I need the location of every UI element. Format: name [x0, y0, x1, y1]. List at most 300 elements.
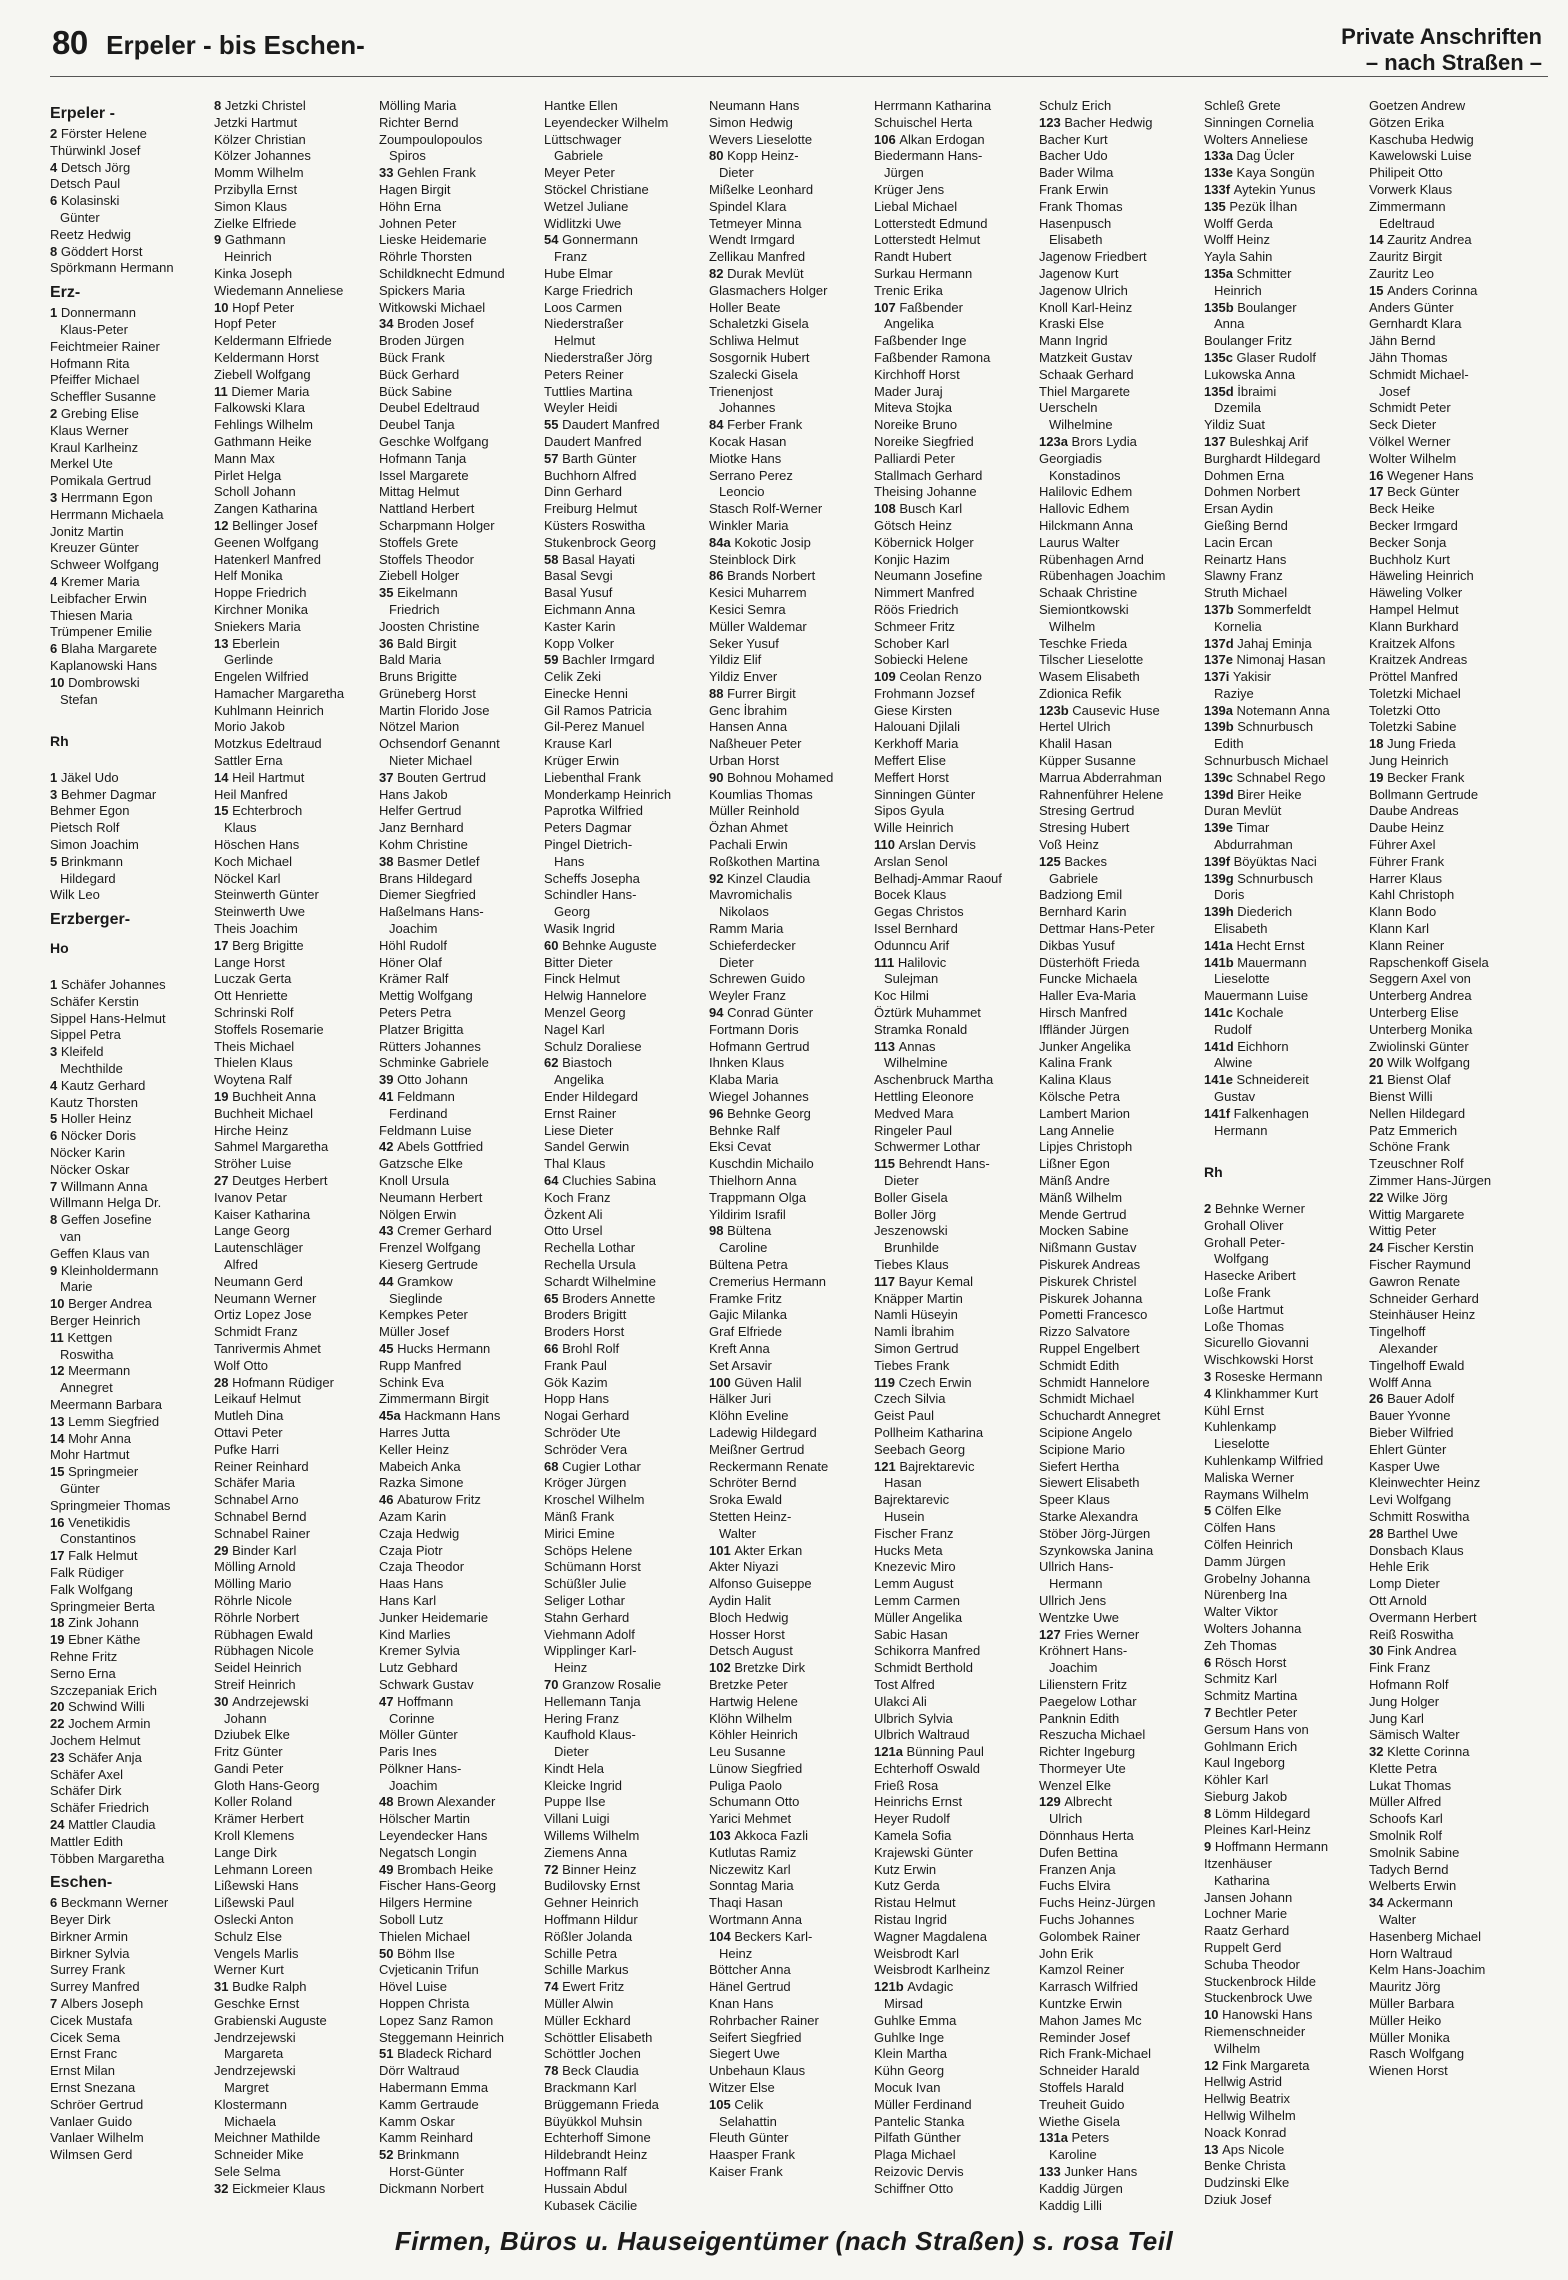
house-number: 102 — [709, 1660, 735, 1676]
house-number: 22 — [50, 1716, 69, 1732]
directory-entry: Knoll Ursula — [379, 1173, 450, 1188]
resident-name: Meermann — [68, 1363, 131, 1379]
directory-entry: Philipeit Otto — [1369, 165, 1443, 181]
directory-entry: Schrewen Guido — [709, 971, 806, 987]
directory-entry: Hofmann Gertrud — [709, 1038, 810, 1054]
resident-name: Albers Joseph — [60, 1996, 144, 2012]
house-number: 4 — [50, 573, 61, 589]
directory-entry: Peters Petra — [379, 1005, 452, 1021]
directory-entry — [1204, 300, 1364, 317]
entry-continuation: Margret — [224, 2080, 269, 2096]
resident-name: Wegener Hans — [1387, 467, 1474, 483]
entry-continuation: Sulejman — [884, 971, 939, 987]
house-number: 30 — [214, 1693, 233, 1709]
directory-entry: Sämisch Walter — [1369, 1727, 1460, 1743]
directory-entry — [379, 316, 539, 333]
directory-entry: Helf Monika — [214, 568, 283, 584]
directory-entry: Bernhard Karin — [1039, 904, 1127, 920]
directory-entry: Nötzel Marion — [379, 719, 460, 735]
directory-entry: Bitter Dieter — [544, 954, 613, 970]
directory-entry: Hoppen Christa — [379, 1996, 470, 2012]
resident-name: Buleshkaj Arif — [1229, 433, 1309, 449]
directory-entry: Mißelke Leonhard — [709, 181, 814, 197]
directory-entry: Lüttschwager — [544, 131, 622, 147]
directory-entry — [214, 98, 374, 115]
directory-entry: Dohmen Norbert — [1204, 484, 1301, 500]
house-number: 24 — [50, 1816, 69, 1832]
directory-entry: Grohall Oliver — [1204, 1217, 1284, 1233]
house-number: 88 — [709, 685, 728, 701]
directory-entry — [1204, 820, 1364, 837]
directory-entry — [50, 1330, 210, 1347]
resident-name: Basmer Detlef — [397, 853, 480, 869]
directory-entry: Yildiz Suat — [1204, 417, 1265, 433]
directory-entry: Schnabel Arno — [214, 1492, 299, 1508]
directory-entry: Benke Christa — [1204, 2158, 1286, 2174]
house-number: 37 — [379, 769, 398, 785]
directory-entry — [50, 1128, 210, 1145]
directory-entry — [709, 871, 869, 888]
directory-entry: Meermann Barbara — [50, 1396, 162, 1412]
directory-entry: Kraitzek Alfons — [1369, 635, 1455, 651]
resident-name: Peters — [1071, 2130, 1110, 2146]
directory-entry: Kamm Reinhard — [379, 2130, 473, 2146]
house-number: 17 — [214, 937, 233, 953]
house-number: 34 — [1369, 1895, 1388, 1911]
directory-entry: Basal Sevgi — [544, 568, 613, 584]
directory-entry: Kinka Joseph — [214, 265, 293, 281]
directory-entry: Kaddig Lilli — [1039, 2197, 1102, 2213]
directory-entry: Schmidt Franz — [214, 1324, 298, 1340]
directory-entry: Kraski Else — [1039, 316, 1105, 332]
house-number: 121b — [874, 1979, 908, 1995]
resident-name: Annas — [898, 1038, 936, 1054]
directory-entry: Sattler Erna — [214, 753, 283, 769]
directory-entry: Geenen Wolfgang — [214, 534, 319, 550]
directory-entry: Mohr Hartmut — [50, 1447, 130, 1463]
directory-entry: Niczewitz Karl — [709, 1861, 791, 1877]
directory-entry: Wolf Otto — [214, 1357, 268, 1373]
house-number: 1 — [50, 769, 61, 785]
directory-entry: Stresing Hubert — [1039, 820, 1130, 836]
directory-entry: Harres Jutta — [379, 1424, 450, 1440]
directory-entry: Schober Karl — [874, 635, 950, 651]
directory-entry: Ehlert Günter — [1369, 1441, 1447, 1457]
directory-entry: Neumann Werner — [214, 1290, 317, 1306]
directory-entry — [50, 1179, 210, 1196]
street-heading: Erz- — [50, 284, 81, 302]
directory-entry: Khalil Hasan — [1039, 736, 1112, 752]
directory-entry: Golombek Rainer — [1039, 1928, 1141, 1944]
directory-entry: Wiedemann Anneliese — [214, 282, 344, 298]
house-number: 141b — [1204, 954, 1238, 970]
directory-entry: Villani Luigi — [544, 1811, 610, 1827]
directory-entry — [1204, 652, 1364, 669]
directory-entry: Özkent Ali — [544, 1206, 603, 1222]
directory-entry: Ramm Maria — [709, 921, 784, 937]
resident-name: Kaya Songün — [1236, 165, 1315, 181]
resident-name: Brohl Rolf — [562, 1340, 620, 1356]
resident-name: Jahaj Eminja — [1237, 635, 1312, 651]
resident-name: Zauritz Andrea — [1387, 232, 1472, 248]
directory-entry — [379, 1408, 539, 1425]
resident-name: Beck Günter — [1387, 484, 1460, 500]
directory-entry: Krause Karl — [544, 736, 612, 752]
directory-entry: Arslan Senol — [874, 853, 948, 869]
directory-entry: Seker Yusuf — [709, 635, 779, 651]
directory-entry: Anders Günter — [1369, 299, 1454, 315]
directory-entry: Hellemann Tanja — [544, 1693, 641, 1709]
directory-entry: Sabic Hasan — [874, 1626, 948, 1642]
directory-entry: Treuheit Guido — [1039, 2096, 1125, 2112]
directory-entry: Öztürk Muhammet — [874, 1005, 981, 1021]
directory-entry: Celik Zeki — [544, 669, 602, 685]
house-number: 22 — [1369, 1189, 1388, 1205]
directory-entry: Krüger Jens — [874, 181, 945, 197]
entry-continuation: Günter — [60, 209, 100, 225]
directory-entry: Mirici Emine — [544, 1525, 615, 1541]
directory-entry: Yarici Mehmet — [709, 1811, 792, 1827]
directory-entry: Hoffmann Ralf — [544, 2164, 627, 2180]
directory-entry: Tzeuschner Rolf — [1369, 1156, 1464, 1172]
house-number: 15 — [1369, 282, 1388, 298]
directory-entry: Kutz Erwin — [874, 1861, 937, 1877]
house-number: 110 — [874, 837, 899, 853]
resident-name: Cugier Lothar — [562, 1458, 641, 1474]
directory-entry: Badziong Emil — [1039, 887, 1123, 903]
directory-entry: Kalina Klaus — [1039, 1072, 1112, 1088]
directory-entry — [709, 148, 869, 165]
directory-entry: Trümpener Emilie — [50, 624, 153, 640]
directory-entry — [50, 193, 210, 210]
directory-entry: Siegert Uwe — [709, 2046, 780, 2062]
directory-entry: Spörkmann Hermann — [50, 260, 174, 276]
resident-name: Kleifeld — [60, 1044, 104, 1060]
directory-entry — [874, 132, 1034, 149]
directory-entry: Kaschuba Hedwig — [1369, 131, 1474, 147]
directory-entry: Mölling Arnold — [214, 1559, 296, 1575]
directory-entry: Feichtmeier Rainer — [50, 338, 160, 354]
directory-entry: Kindt Hela — [544, 1760, 604, 1776]
house-number: 59 — [544, 652, 563, 668]
directory-entry: Büyükkol Muhsin — [544, 2113, 643, 2129]
house-number: 44 — [379, 1273, 398, 1289]
directory-entry: Krüger Erwin — [544, 753, 620, 769]
directory-entry: Sonntag Maria — [709, 1878, 794, 1894]
directory-entry: Speer Klaus — [1039, 1492, 1110, 1508]
directory-entry — [1204, 266, 1364, 283]
directory-entry: Keller Heinz — [379, 1441, 450, 1457]
directory-entry: Aschenbruck Martha — [874, 1072, 994, 1088]
directory-entry: Diemer Siegfried — [379, 887, 476, 903]
directory-entry: Lochner Marie — [1204, 1906, 1288, 1922]
directory-entry: Bacher Udo — [1039, 148, 1108, 164]
directory-entry: Höner Olaf — [379, 954, 442, 970]
directory-entry: Leyendecker Hans — [379, 1828, 488, 1844]
directory-entry: Toletzki Otto — [1369, 702, 1441, 718]
house-number: 3 — [1204, 1368, 1215, 1384]
directory-entry: Lißewski Hans — [214, 1878, 299, 1894]
directory-entry: Böttcher Anna — [709, 1962, 791, 1978]
directory-entry: Belhadj-Ammar Raouf — [874, 870, 1002, 886]
entry-continuation: Leoncio — [719, 484, 765, 500]
directory-entry: Weisbrodt Karlheinz — [874, 1962, 991, 1978]
directory-entry: Frank Thomas — [1039, 198, 1123, 214]
directory-entry: Rübhagen Nicole — [214, 1643, 314, 1659]
entry-continuation: Günter — [60, 1480, 100, 1496]
directory-entry: Geist Paul — [874, 1408, 934, 1424]
entry-continuation: Horst-Günter — [389, 2164, 465, 2180]
resident-name: Jetzki Christel — [224, 98, 306, 113]
directory-entry: Kölzer Johannes — [214, 148, 311, 164]
directory-entry: Stöber Jörg-Jürgen — [1039, 1525, 1151, 1541]
directory-entry — [214, 1543, 374, 1560]
entry-continuation: Klaus-Peter — [60, 321, 128, 337]
resident-name: Bechtler Peter — [1214, 1704, 1298, 1720]
directory-entry: Thürwinkl Josef — [50, 142, 141, 158]
directory-entry: Schieferdecker — [709, 937, 796, 953]
directory-column — [709, 98, 869, 2216]
directory-entry — [50, 1632, 210, 1649]
directory-entry: Lomp Dieter — [1369, 1576, 1440, 1592]
directory-entry: Mänß Wilhelm — [1039, 1189, 1123, 1205]
directory-entry: Merkel Ute — [50, 456, 113, 472]
directory-entry: Seck Dieter — [1369, 417, 1437, 433]
directory-entry: Frieß Rosa — [874, 1777, 939, 1793]
directory-entry: Surrey Frank — [50, 1962, 126, 1978]
directory-entry: Ott Henriette — [214, 988, 288, 1004]
directory-entry: Hilckmann Anna — [1039, 517, 1133, 533]
resident-name: Falkenhagen — [1233, 1105, 1309, 1121]
resident-name: Schnabel Rego — [1236, 769, 1326, 785]
directory-entry: Möller Günter — [379, 1727, 458, 1743]
directory-entry: Schmidt Michael — [1039, 1391, 1135, 1407]
directory-entry: Frank Paul — [544, 1357, 607, 1373]
directory-entry: Liese Dieter — [544, 1122, 614, 1138]
directory-entry: Kieserg Gertrude — [379, 1256, 478, 1272]
directory-entry: Unterberg Monika — [1369, 1021, 1473, 1037]
resident-name: Brombach Heike — [397, 1861, 494, 1877]
directory-entry: Schumann Otto — [709, 1794, 800, 1810]
resident-name: Bültena — [727, 1223, 772, 1239]
directory-entry: Overmann Herbert — [1369, 1609, 1477, 1625]
house-number: 86 — [709, 568, 728, 584]
directory-entry: Müller Barbara — [1369, 1996, 1455, 2012]
directory-entry: Mann Max — [214, 450, 275, 466]
directory-entry: Ziebell Wolfgang — [214, 366, 311, 382]
directory-entry: Gawron Renate — [1369, 1273, 1461, 1289]
house-number: 2 — [50, 405, 61, 421]
section-title — [1341, 24, 1542, 76]
directory-entry: Starke Alexandra — [1039, 1508, 1139, 1524]
directory-entry: Hantke Ellen — [544, 98, 618, 113]
house-number: 57 — [544, 450, 563, 466]
directory-entry: Ladewig Hildegard — [709, 1424, 817, 1440]
directory-entry — [1204, 871, 1364, 888]
directory-entry: Theising Johanne — [874, 484, 977, 500]
house-number: 7 — [50, 1996, 61, 2012]
directory-entry: Pleines Karl-Heinz — [1204, 1822, 1311, 1838]
directory-entry — [1369, 484, 1529, 501]
directory-entry: Herrmann Michaela — [50, 506, 164, 522]
directory-entry: Wagner Magdalena — [874, 1928, 987, 1944]
house-number: 90 — [709, 769, 728, 785]
directory-entry: Mölling Maria — [379, 98, 457, 113]
entry-continuation: Husein — [884, 1508, 925, 1524]
house-number: 8 — [50, 1212, 61, 1228]
directory-entry: Gloth Hans-Georg — [214, 1777, 320, 1793]
house-number: 8 — [1204, 1805, 1215, 1821]
directory-entry: Zimmermann Birgit — [379, 1391, 489, 1407]
directory-entry — [544, 417, 704, 434]
resident-name: Buchheit Anna — [232, 1089, 316, 1105]
house-number: 34 — [379, 316, 398, 332]
directory-entry: Graf Elfriede — [709, 1324, 782, 1340]
directory-entry: Scheffs Josepha — [544, 870, 640, 886]
directory-entry: Dziubek Elke — [214, 1727, 290, 1743]
directory-entry — [214, 1979, 374, 1996]
directory-entry: Reizovic Dervis — [874, 2164, 964, 2180]
entry-continuation: Abdurrahman — [1214, 837, 1293, 853]
directory-entry — [379, 585, 539, 602]
directory-entry: Heyer Rudolf — [874, 1811, 950, 1827]
directory-entry: Sniekers Maria — [214, 618, 301, 634]
directory-entry: Schmitt Roswitha — [1369, 1508, 1470, 1524]
house-number: 78 — [544, 2063, 563, 2079]
directory-entry: Georgiadis — [1039, 450, 1102, 466]
entry-continuation: Corinne — [389, 1710, 435, 1726]
directory-entry: Kaplanowski Hans — [50, 657, 157, 673]
directory-entry: Lopez Sanz Ramon — [379, 2012, 494, 2028]
resident-name: Schäfer Anja — [68, 1749, 142, 1765]
directory-entry — [1204, 938, 1364, 955]
directory-entry: Kesici Muharrem — [709, 585, 807, 601]
directory-entry: Hänel Gertrud — [709, 1979, 791, 1995]
directory-entry: Bader Wilma — [1039, 165, 1114, 181]
directory-entry: Scipione Angelo — [1039, 1424, 1133, 1440]
directory-entry: Hatenkerl Manfred — [214, 551, 321, 567]
directory-entry: Jähn Thomas — [1369, 349, 1448, 365]
directory-entry: Broden Jürgen — [379, 333, 465, 349]
directory-entry: Iffländer Jürgen — [1039, 1021, 1130, 1037]
directory-entry: Raatz Gerhard — [1204, 1923, 1290, 1939]
directory-entry: Röhrle Thorsten — [379, 249, 472, 265]
directory-entry: Riemenschneider — [1204, 2024, 1306, 2040]
directory-entry: Lieske Heidemarie — [379, 232, 487, 248]
directory-entry: Mocuk Ivan — [874, 2080, 941, 2096]
resident-name: Timar — [1236, 820, 1270, 836]
directory-entry: Kuhlmann Heinrich — [214, 702, 324, 718]
resident-name: Eberlein — [232, 635, 280, 651]
directory-entry — [544, 232, 704, 249]
directory-entry — [544, 1677, 704, 1694]
directory-entry: Heinrichs Ernst — [874, 1794, 963, 1810]
house-number: 45a — [379, 1408, 405, 1424]
directory-entry: Zauritz Leo — [1369, 265, 1435, 281]
directory-entry: Fleuth Günter — [709, 2130, 789, 2146]
directory-entry: Damm Jürgen — [1204, 1553, 1286, 1569]
resident-name: Böyüktas Naci — [1233, 853, 1317, 869]
resident-name: Bachler Irmgard — [562, 652, 655, 668]
directory-entry: Viehmann Adolf — [544, 1626, 635, 1642]
directory-entry: Häweling Heinrich — [1369, 568, 1474, 584]
directory-entry — [50, 1750, 210, 1767]
directory-entry: Schröder Vera — [544, 1441, 628, 1457]
directory-entry: Zoumpoulopoulos — [379, 131, 483, 147]
directory-entry: Müller Angelika — [874, 1609, 963, 1625]
house-number: 139b — [1204, 719, 1238, 735]
entry-continuation: Edith — [1214, 736, 1244, 752]
directory-entry: Schröer Gertrud — [50, 2096, 144, 2112]
resident-name: Cluchies Sabina — [562, 1173, 657, 1188]
house-number: 32 — [1369, 1744, 1388, 1760]
directory-entry: Ristau Ingrid — [874, 1912, 947, 1928]
directory-entry: Holler Beate — [709, 299, 781, 315]
directory-entry: Jung Heinrich — [1369, 753, 1449, 769]
house-number: 14 — [214, 769, 233, 785]
directory-entry: Jähn Bernd — [1369, 333, 1436, 349]
resident-name: Kinzel Claudia — [727, 870, 811, 886]
resident-name: Junker Hans — [1064, 2164, 1138, 2180]
entry-continuation: Josef — [1379, 383, 1411, 399]
house-number: 6 — [50, 193, 61, 209]
directory-entry: Witkowski Michael — [379, 299, 486, 315]
house-number: 139e — [1204, 820, 1237, 836]
directory-entry: Rechella Ursula — [544, 1256, 636, 1272]
directory-entry: Pufke Harri — [214, 1441, 280, 1457]
resident-name: Notemann Anna — [1236, 702, 1330, 718]
resident-name: Boulanger — [1237, 299, 1297, 315]
directory-entry: Schröter Bernd — [709, 1475, 797, 1491]
directory-entry: Wille Heinrich — [874, 820, 954, 836]
directory-entry: Kaufhold Klaus- — [544, 1727, 636, 1743]
house-number: 139c — [1204, 769, 1237, 785]
entry-continuation: Mirsad — [884, 1996, 924, 2012]
directory-entry: Rupp Manfred — [379, 1357, 462, 1373]
directory-entry: Geffen Klaus van — [50, 1245, 150, 1261]
street-heading: Eschen- — [50, 1874, 113, 1892]
resident-name: Holler Heinz — [60, 1111, 132, 1127]
directory-entry: Smolnik Sabine — [1369, 1844, 1460, 1860]
directory-entry — [50, 305, 210, 322]
directory-entry: Buchheit Michael — [214, 1105, 313, 1121]
house-number: 10 — [50, 674, 69, 690]
resident-name: Feldmann — [397, 1089, 455, 1105]
resident-name: Gonnermann — [562, 232, 638, 248]
directory-entry: Azam Karin — [379, 1508, 447, 1524]
page-header — [0, 0, 1568, 80]
resident-name: Beckmann Werner — [60, 1895, 169, 1911]
directory-entry: Schiffner Otto — [874, 2180, 954, 2196]
resident-name: Hopf Peter — [232, 299, 295, 315]
directory-entry: Lemm August — [874, 1576, 954, 1592]
directory-entry — [544, 938, 704, 955]
directory-entry: Faßbender Ramona — [874, 349, 991, 365]
directory-entry — [50, 1716, 210, 1733]
house-number: 6 — [1204, 1654, 1215, 1670]
entry-continuation: Raziye — [1214, 685, 1254, 701]
directory-entry: Theis Michael — [214, 1038, 295, 1054]
directory-entry — [1039, 2130, 1199, 2147]
directory-entry: Menzel Georg — [544, 1005, 626, 1021]
directory-entry: Lotterstedt Edmund — [874, 215, 988, 231]
footer-note: Firmen, Büros u. Hauseigentümer (nach Straßen) s. rosa Teil — [394, 2226, 1174, 2256]
directory-entry: Hellwig Beatrix — [1204, 2091, 1290, 2107]
directory-entry: Schäfer Axel — [50, 1766, 123, 1782]
house-number: 35 — [379, 585, 398, 601]
resident-name: Willmann Anna — [60, 1178, 148, 1194]
resident-name: Beckers Karl- — [734, 1928, 813, 1944]
